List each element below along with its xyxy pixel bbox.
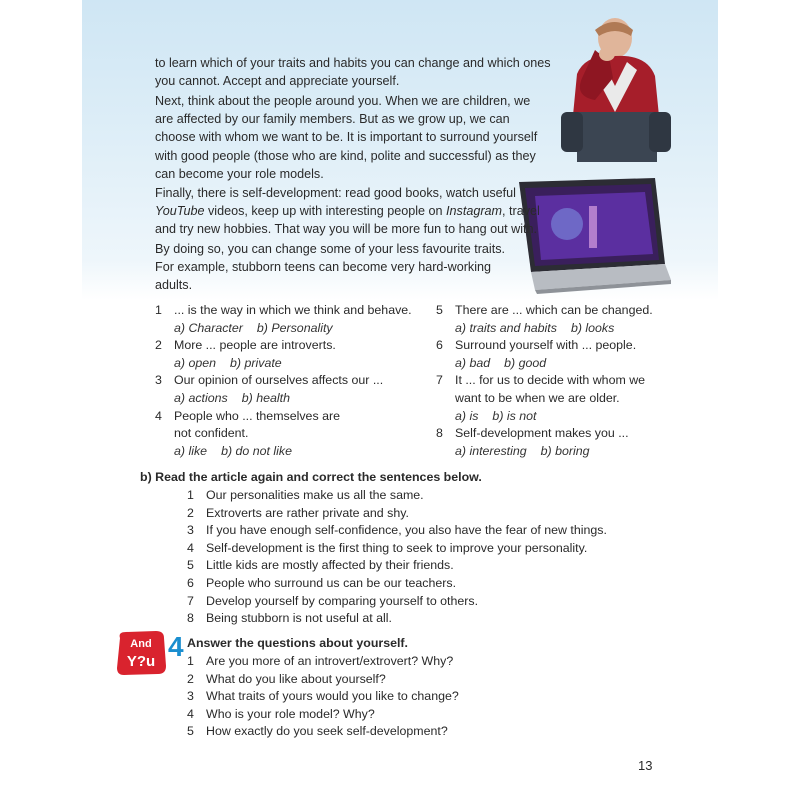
section-4-list [187,653,459,741]
and-you-badge-icon [114,630,168,676]
list-item: 2 What do you like about yourself? [187,671,386,686]
section-4-heading: Answer the questions about yourself. [187,636,408,650]
article-paragraph-4: By doing so, you can change some of your less favourite traits. For example, stubborn teens can become very hard-working adults. [155,242,506,293]
list-item: 4 Self-development is the first thing to seek to improve your personality. [187,540,588,555]
questions-right-column [436,302,666,460]
option-a: a) Character [174,320,243,335]
svg-text:Y?u: Y?u [126,653,156,670]
list-item: 3 If you have enough self-confidence, you also have the fear of new things. [187,523,607,538]
option-b: b) looks [570,320,615,335]
option-a: a) actions [174,390,228,405]
section-b-list [187,487,607,628]
list-item: 1 Are you more of an introvert/extrovert? Why? [187,654,454,668]
option-b: b) private [230,355,282,370]
list-item: 5 Little kids are mostly affected by their friends. [187,558,454,573]
list-item: 8 Being stubborn is not useful at all. [187,611,392,626]
option-b: b) good [504,355,547,370]
list-item: 5 How exactly do you seek self-development? [187,724,448,739]
question-item: 3 Our opinion of ourselves affects our ... a) actions b) health [155,373,384,405]
option-b: b) is not [492,408,537,423]
question-item: 2 More ... people are introverts. a) open b) private [155,338,336,370]
option-a: a) is [455,408,479,423]
option-a: a) traits and habits [455,320,557,335]
option-b: b) do not like [221,443,293,458]
article-paragraph-3: Finally, there is self-development: read good books, watch useful YouTube videos, keep up with interesting people on Instagram, travel and try new hobbies. That way you will be more fun to hang out with. [155,186,540,237]
list-item: 2 Extroverts are rather private and shy. [187,505,409,520]
article-paragraph-2: Next, think about the people around you. When we are children, we are affected by our family members. But as we grow up, we can choose with whom we want to be. It is important to surround yourself with good people (those who are kind, polite and successful) as they can become your role models. [155,94,538,181]
instagram-text: Instagram [446,204,503,219]
question-item: 6 Surround yourself with ... people. a) bad b) good [436,338,637,370]
option-a: a) open [174,355,217,370]
list-item: 3 What traits of yours would you like to change? [187,689,459,704]
option-a: a) interesting [455,443,527,458]
question-item: 7 It ... for us to decide with whom we want to be when we are older. a) is b) is not [436,373,646,423]
list-item: 1 Our personalities make us all the same. [187,488,424,502]
question-item: 8 Self-development makes you ... a) interesting b) boring [436,426,629,458]
list-item: 7 Develop yourself by comparing yourself to others. [187,593,479,608]
option-a: a) bad [455,355,491,370]
article-paragraph-1: to learn which of your traits and habits you can change and which ones you cannot. Accept and appreciate yourself. [155,56,551,89]
option-b: b) boring [540,443,590,458]
svg-text:And: And [130,638,152,650]
option-b: b) health [241,390,290,405]
questions-left-column [155,302,415,460]
list-item: 4 Who is your role model? Why? [187,706,375,721]
man-thinking-photo [555,16,675,174]
exercise-number: 4 [168,631,184,662]
question-item: 1 ... is the way in which we think and behave. a) Character b) Personality [155,303,412,335]
section-b-heading: b) Read the article again and correct the sentences below. [140,470,482,484]
list-item: 6 People who surround us can be our teachers. [187,575,457,590]
option-a: a) like [174,443,208,458]
option-b: b) Personality [256,320,333,335]
question-item: 4 People who ... themselves are not confident. a) like b) do not like [155,408,340,458]
youtube-text: YouTube [155,204,205,219]
question-item: 5 There are ... which can be changed. a) traits and habits b) looks [436,303,653,335]
page-number: 13 [638,758,653,773]
